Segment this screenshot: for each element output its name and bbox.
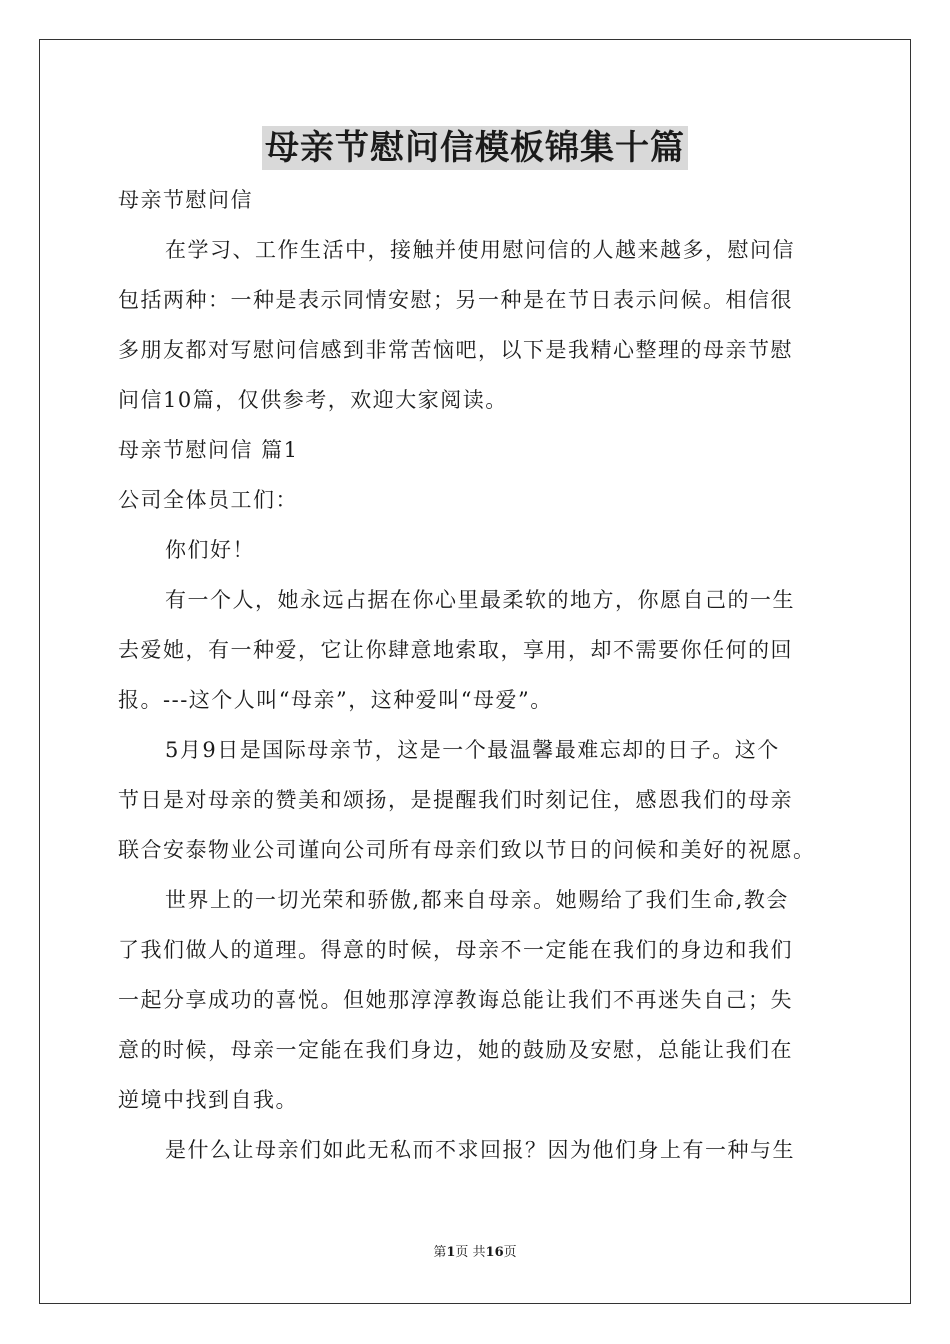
page-border: [39, 39, 911, 1304]
paragraph-line: 5月9日是国际母亲节，这是一个最温馨最难忘却的日子。这个: [165, 738, 780, 762]
paragraph-line: 联合安泰物业公司谨向公司所有母亲们致以节日的问候和美好的祝愿。: [118, 838, 816, 862]
paragraph-line: 有一个人，她永远占据在你心里最柔软的地方，你愿自己的一生: [165, 588, 795, 612]
page-footer: [0, 1244, 950, 1262]
paragraph-line: 世界上的一切光荣和骄傲,都来自母亲。她赐给了我们生命,教会: [165, 888, 789, 912]
section-heading: 母亲节慰问信 篇1: [118, 438, 299, 462]
paragraph-line: 意的时候，母亲一定能在我们身边，她的鼓励及安慰，总能让我们在: [118, 1038, 793, 1062]
page-suffix: 页: [503, 1245, 517, 1260]
page-prefix: 第: [433, 1245, 447, 1260]
paragraph-line: 一起分享成功的喜悦。但她那淳淳教诲总能让我们不再迷失自己；失: [118, 988, 793, 1012]
page-total: 16: [485, 1245, 504, 1260]
document-title-wrap: [0, 126, 950, 170]
paragraph-line: 逆境中找到自我。: [118, 1088, 298, 1112]
page-current: 1: [446, 1245, 456, 1260]
paragraph-line: 了我们做人的道理。得意的时候，母亲不一定能在我们的身边和我们: [118, 938, 793, 962]
paragraph-line: 包括两种：一种是表示同情安慰；另一种是在节日表示问候。相信很: [118, 288, 793, 312]
paragraph-line: 节日是对母亲的赞美和颂扬，是提醒我们时刻记住，感恩我们的母亲: [118, 788, 793, 812]
paragraph-line: 去爱她，有一种爱，它让你肆意地索取，享用，却不需要你任何的回: [118, 638, 793, 662]
paragraph-line: 多朋友都对写慰问信感到非常苦恼吧，以下是我精心整理的母亲节慰: [118, 338, 793, 362]
paragraph-line: 问信10篇，仅供参考，欢迎大家阅读。: [118, 388, 508, 412]
document-title: 母亲节慰问信模板锦集十篇: [262, 126, 688, 170]
paragraph-line: 报。---这个人叫“母亲”，这种爱叫“母爱”。: [118, 688, 553, 712]
greeting: 你们好！: [165, 538, 255, 562]
paragraph-line: 是什么让母亲们如此无私而不求回报？因为他们身上有一种与生: [165, 1138, 795, 1162]
salutation: 公司全体员工们：: [118, 488, 298, 512]
section-heading: 母亲节慰问信: [118, 188, 253, 212]
page-mid: 页 共: [455, 1245, 486, 1260]
paragraph-line: 在学习、工作生活中，接触并使用慰问信的人越来越多，慰问信: [165, 238, 795, 262]
